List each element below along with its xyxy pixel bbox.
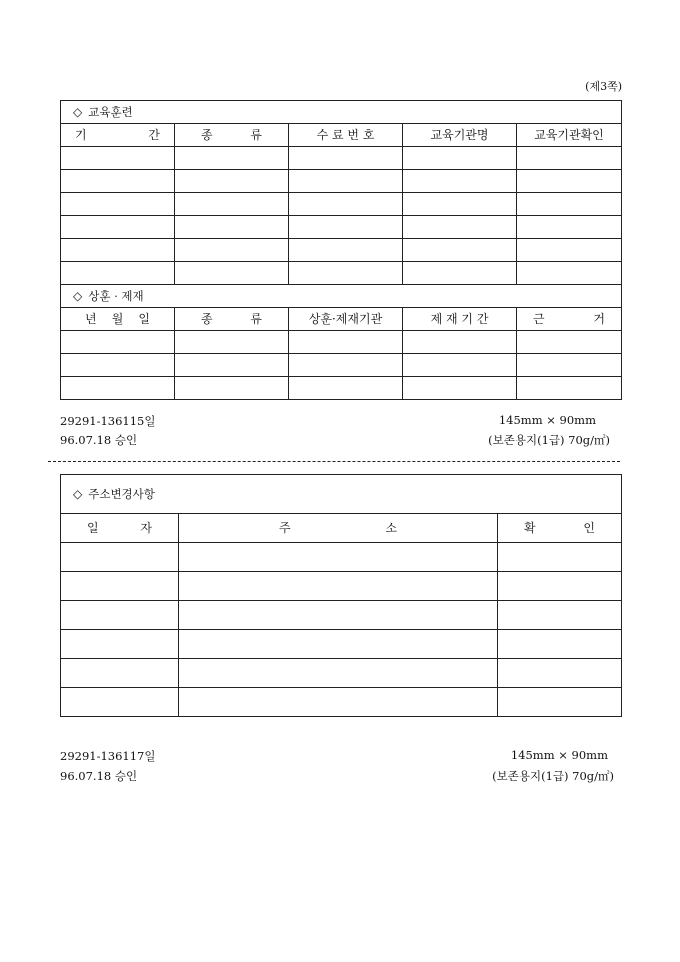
address-cell[interactable] [179, 630, 498, 659]
footer2-size: 145mm × 90mm [510, 748, 608, 762]
education-row [61, 170, 622, 193]
address-cell[interactable] [61, 572, 179, 601]
education-cell[interactable] [61, 239, 175, 262]
address-cell[interactable] [61, 601, 179, 630]
header-institution-confirm: 교육기관확인 [517, 124, 622, 147]
education-cell[interactable] [517, 239, 622, 262]
header-completion-number: 수 료 번 호 [289, 124, 403, 147]
award-row [61, 354, 622, 377]
education-cell[interactable] [403, 147, 517, 170]
header-award-type: 종 류 [175, 308, 289, 331]
award-cell[interactable] [61, 331, 175, 354]
education-cell[interactable] [175, 216, 289, 239]
header-sanction-period: 제 재 기 간 [403, 308, 517, 331]
award-cell[interactable] [517, 354, 622, 377]
award-cell[interactable] [175, 377, 289, 400]
education-cell[interactable] [61, 147, 175, 170]
education-cell[interactable] [403, 193, 517, 216]
education-cell[interactable] [289, 147, 403, 170]
education-cell[interactable] [403, 216, 517, 239]
education-cell[interactable] [289, 216, 403, 239]
award-cell[interactable] [175, 354, 289, 377]
education-row [61, 262, 622, 285]
header-address: 주 소 [179, 514, 498, 543]
award-cell[interactable] [517, 331, 622, 354]
address-cell[interactable] [498, 630, 622, 659]
education-cell[interactable] [61, 170, 175, 193]
diamond-outline-icon: ◇ [73, 288, 83, 303]
education-cell[interactable] [175, 147, 289, 170]
address-row [61, 659, 622, 688]
footer2-code: 29291-136117일 [60, 749, 156, 763]
address-cell[interactable] [179, 601, 498, 630]
education-cell[interactable] [289, 262, 403, 285]
diamond-outline-icon: ◇ [73, 486, 83, 501]
education-cell[interactable] [61, 262, 175, 285]
education-cell[interactable] [175, 239, 289, 262]
header-address-date: 일 자 [61, 514, 179, 543]
header-address-confirm: 확 인 [498, 514, 622, 543]
education-cell[interactable] [517, 216, 622, 239]
address-cell[interactable] [61, 659, 179, 688]
education-cell[interactable] [61, 193, 175, 216]
award-cell[interactable] [61, 354, 175, 377]
footer1-approval: 96.07.18 승인 [60, 433, 138, 447]
award-cell[interactable] [517, 377, 622, 400]
award-cell[interactable] [289, 331, 403, 354]
education-cell[interactable] [403, 262, 517, 285]
address-cell[interactable] [179, 543, 498, 572]
education-cell[interactable] [517, 147, 622, 170]
address-cell[interactable] [498, 543, 622, 572]
section-education-title: ◇ 교육훈련 [61, 101, 622, 124]
address-row [61, 572, 622, 601]
header-type: 종 류 [175, 124, 289, 147]
award-cell[interactable] [403, 331, 517, 354]
award-cell[interactable] [403, 377, 517, 400]
award-row [61, 377, 622, 400]
address-cell[interactable] [498, 572, 622, 601]
footer2-paper: (보존용지(1급) 70g/㎡) [492, 769, 614, 783]
award-cell[interactable] [289, 354, 403, 377]
education-cell[interactable] [289, 239, 403, 262]
award-cell[interactable] [289, 377, 403, 400]
footer1-code: 29291-136115일 [60, 414, 156, 428]
address-cell[interactable] [61, 543, 179, 572]
header-period: 기 간 [61, 124, 175, 147]
address-change-table [60, 474, 622, 717]
address-row [61, 543, 622, 572]
education-row [61, 239, 622, 262]
address-cell[interactable] [61, 630, 179, 659]
address-cell[interactable] [61, 688, 179, 717]
education-cell[interactable] [517, 262, 622, 285]
address-row [61, 601, 622, 630]
address-cell[interactable] [498, 688, 622, 717]
education-cell[interactable] [175, 193, 289, 216]
education-row [61, 216, 622, 239]
education-awards-table [60, 100, 622, 400]
education-cell[interactable] [403, 239, 517, 262]
education-cell[interactable] [175, 170, 289, 193]
award-cell[interactable] [61, 377, 175, 400]
section-address-title: ◇ 주소변경사항 [61, 475, 622, 514]
diamond-outline-icon: ◇ [73, 104, 83, 119]
address-row [61, 630, 622, 659]
education-cell[interactable] [517, 193, 622, 216]
footer1-size: 145mm × 90mm [498, 413, 596, 427]
education-cell[interactable] [517, 170, 622, 193]
address-cell[interactable] [498, 659, 622, 688]
education-row [61, 193, 622, 216]
cut-line [48, 461, 620, 462]
address-cell[interactable] [179, 572, 498, 601]
header-date: 년 월 일 [61, 308, 175, 331]
education-cell[interactable] [289, 193, 403, 216]
header-institution-name: 교육기관명 [403, 124, 517, 147]
award-cell[interactable] [403, 354, 517, 377]
award-row [61, 331, 622, 354]
education-cell[interactable] [61, 216, 175, 239]
education-cell[interactable] [289, 170, 403, 193]
address-cell[interactable] [498, 601, 622, 630]
address-cell[interactable] [179, 659, 498, 688]
section-awards-title: ◇ 상훈 · 제재 [61, 285, 622, 308]
award-cell[interactable] [175, 331, 289, 354]
education-row [61, 147, 622, 170]
footer1-paper: (보존용지(1급) 70g/㎡) [488, 433, 610, 447]
header-basis: 근 거 [517, 308, 622, 331]
header-award-institution: 상훈·제재기관 [289, 308, 403, 331]
education-cell[interactable] [175, 262, 289, 285]
page-number: (제3쪽) [585, 80, 622, 93]
education-cell[interactable] [403, 170, 517, 193]
address-cell[interactable] [179, 688, 498, 717]
address-row [61, 688, 622, 717]
footer2-approval: 96.07.18 승인 [60, 769, 138, 783]
